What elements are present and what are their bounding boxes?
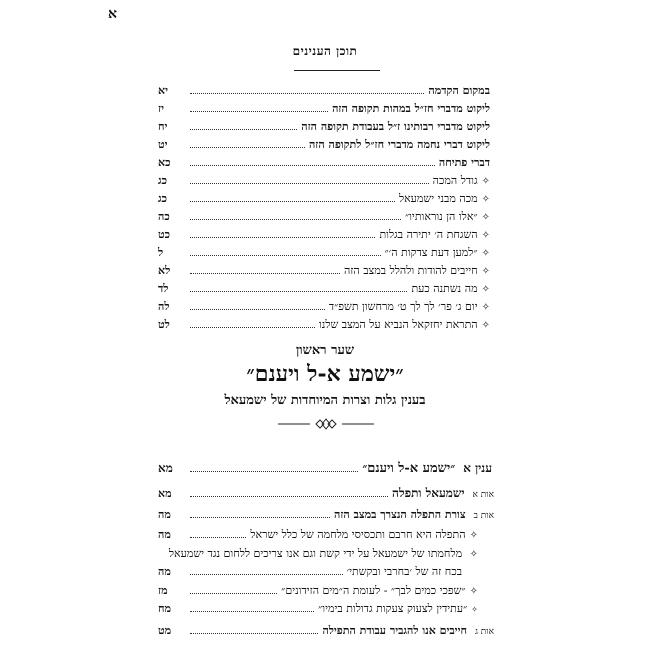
page-number: א bbox=[108, 6, 117, 22]
toc-title: תוכן הענינים bbox=[292, 44, 358, 58]
section-gate-title: שער ראשון bbox=[295, 343, 355, 358]
diamond-bullet-icon: ✧ bbox=[469, 549, 478, 560]
toc-entry-page: כא bbox=[158, 156, 171, 169]
toc-entry-text: ליקוט דברי נחמה מדברי חז״ל לתקופה הזה bbox=[308, 138, 490, 151]
leader-dots bbox=[190, 165, 435, 166]
leader-dots bbox=[190, 129, 297, 130]
toc-entry-page: לט bbox=[158, 318, 170, 331]
leader-dots bbox=[190, 517, 330, 518]
toc-entry-page: לה bbox=[158, 300, 170, 313]
toc-entry-text: במקום הקדמה bbox=[428, 84, 490, 97]
toc-entry-text: ליקוט מדברי רבותינו ז״ל בעבודת תקופה הזה bbox=[301, 120, 490, 133]
toc-entry-text: התראת יחזקאל הנביא על המצב שלנו bbox=[318, 318, 478, 331]
diamond-bullet-icon: ✧ bbox=[481, 194, 490, 205]
toc-entry[interactable] bbox=[158, 84, 490, 97]
section-subtitle: בענין גלות וצרות המיוחדות של ישמעאל bbox=[224, 393, 426, 408]
leader-dots bbox=[190, 255, 381, 256]
toc-entry-page: כג bbox=[158, 174, 168, 187]
ot-entry[interactable] bbox=[158, 624, 494, 637]
toc-entry-text: חייבים להודות ולהלל במצב הזה bbox=[344, 264, 478, 277]
sub-item-text: ״שפכי כמים לבך״ - לעומת ה״מים הזידונים״ bbox=[281, 584, 466, 597]
toc-entry-page: יט bbox=[158, 138, 168, 151]
toc-entry[interactable] bbox=[158, 120, 490, 133]
inyan-title: ״ישמע א-ל ויענם״ bbox=[362, 461, 456, 476]
toc-entry[interactable] bbox=[158, 174, 490, 187]
leader-dots bbox=[190, 633, 318, 634]
sub-item-page: מז bbox=[158, 584, 168, 597]
inyan-page: מא bbox=[158, 461, 173, 475]
sub-item-continuation[interactable] bbox=[158, 565, 462, 578]
ornament-divider-icon bbox=[276, 415, 376, 433]
toc-entry[interactable] bbox=[158, 318, 490, 331]
diamond-bullet-icon: ✧ bbox=[471, 605, 478, 614]
toc-entry[interactable] bbox=[158, 210, 490, 223]
toc-entry[interactable] bbox=[158, 102, 490, 115]
leader-dots bbox=[190, 183, 429, 184]
toc-entry-page: ל bbox=[158, 246, 164, 259]
sub-item-page: מה bbox=[158, 565, 171, 578]
toc-entry-page: יז bbox=[158, 102, 164, 115]
sub-item-text: התפלה היא חרבם ותכסיסי מלחמה של כלל ישראל bbox=[250, 528, 466, 541]
toc-entry-text: מכה מבני ישמעאל bbox=[398, 192, 478, 205]
toc-entry[interactable] bbox=[158, 156, 490, 169]
diamond-bullet-icon: ✧ bbox=[481, 284, 490, 295]
diamond-bullet-icon: ✧ bbox=[481, 266, 490, 277]
sub-item-continuation-text: בכח זה של ׳בחרבי ובקשתי׳ bbox=[346, 565, 462, 578]
diamond-bullet-icon: ✧ bbox=[481, 230, 490, 241]
leader-dots bbox=[190, 273, 340, 274]
toc-entry-text: דברי פתיחה bbox=[438, 156, 490, 169]
sub-item-page: מה bbox=[158, 528, 171, 541]
toc-entry-page: כט bbox=[158, 228, 171, 241]
diamond-bullet-icon: ✧ bbox=[481, 248, 490, 259]
toc-entry-page: כג bbox=[158, 192, 168, 205]
diamond-bullet-icon: ✧ bbox=[469, 530, 478, 541]
sub-item[interactable] bbox=[158, 602, 478, 615]
ot-entry-text: צורת התפלה הנצרך במצב הזה bbox=[334, 508, 466, 521]
title-underline bbox=[294, 70, 380, 71]
ot-entry[interactable] bbox=[158, 486, 494, 501]
toc-entry-text: ליקוט מדברי חז״ל במהות תקופה הזה bbox=[332, 102, 490, 115]
ot-entry-page: מה bbox=[158, 508, 171, 521]
toc-entry-page: יא bbox=[158, 84, 168, 97]
ot-entry-text: ישמעאל ותפלה bbox=[392, 486, 465, 500]
toc-entry-page: יח bbox=[158, 120, 168, 133]
leader-dots bbox=[190, 93, 424, 94]
sub-item-page: מח bbox=[158, 602, 172, 615]
leader-dots bbox=[190, 537, 246, 538]
toc-entry[interactable] bbox=[158, 300, 490, 313]
ot-label: אות ב bbox=[473, 511, 494, 521]
leader-dots bbox=[190, 237, 375, 238]
toc-entry[interactable] bbox=[158, 246, 490, 259]
sub-item[interactable] bbox=[158, 584, 478, 597]
toc-entry-page: לא bbox=[158, 264, 171, 277]
sub-item[interactable] bbox=[169, 547, 478, 560]
ot-entry-page: מט bbox=[158, 624, 172, 637]
leader-dots bbox=[190, 309, 325, 310]
inyan-entry[interactable] bbox=[158, 460, 492, 476]
toc-entry-page: כה bbox=[158, 210, 170, 223]
ot-label: אות ג bbox=[474, 627, 494, 637]
toc-entry-text: גודל המכה bbox=[432, 174, 478, 187]
sub-item-text: ״עתידין לצעוק צעקות גדולות בימיו״ bbox=[318, 602, 468, 615]
toc-entry[interactable] bbox=[158, 228, 490, 241]
leader-dots bbox=[190, 574, 343, 575]
inyan-label: ענין א bbox=[463, 461, 492, 475]
leader-dots bbox=[190, 327, 315, 328]
leader-dots bbox=[190, 611, 314, 612]
toc-entry-text: השגחת ה׳ יתירה בגלות bbox=[379, 228, 478, 241]
diamond-bullet-icon: ✧ bbox=[481, 302, 490, 313]
leader-dots bbox=[190, 593, 277, 594]
toc-entry-text: יום ג׳ פר׳ לך לך ט׳ מרחשון תשפ״ד bbox=[328, 300, 478, 313]
leader-dots bbox=[190, 471, 358, 472]
leader-dots bbox=[190, 201, 395, 202]
toc-entry-text: מה נשתנה כעת bbox=[411, 282, 478, 295]
leader-dots bbox=[190, 496, 388, 497]
leader-dots bbox=[190, 219, 401, 220]
toc-entry-text: ״למען דעת צדקות ה׳״ bbox=[384, 246, 478, 259]
diamond-bullet-icon: ✧ bbox=[481, 176, 490, 187]
leader-dots bbox=[190, 291, 407, 292]
toc-entry[interactable] bbox=[158, 264, 490, 277]
toc-entry-text: ״אלו הן נוראותיו״ bbox=[404, 210, 478, 223]
leader-dots bbox=[190, 111, 328, 112]
diamond-bullet-icon: ✧ bbox=[481, 320, 490, 331]
diamond-bullet-icon: ✧ bbox=[481, 212, 490, 223]
toc-entry[interactable] bbox=[158, 192, 490, 205]
ot-entry[interactable] bbox=[158, 508, 494, 521]
ot-label: אות א bbox=[472, 490, 494, 500]
toc-entry-page: לד bbox=[158, 282, 169, 295]
section-main-title: ״ישמע א-ל ויענם״ bbox=[246, 361, 404, 387]
sub-item-text: מלחמתו של ישמעאל על ידי קשת וגם אנו צריכים ללחום נגד ישמעאל bbox=[168, 547, 463, 560]
sub-item[interactable] bbox=[158, 528, 478, 541]
diamond-bullet-icon: ✧ bbox=[469, 586, 478, 597]
ot-entry-page: מא bbox=[158, 487, 172, 500]
ot-entry-text: חייבים אנו להגביר עבודת התפילה bbox=[322, 624, 467, 637]
toc-entry[interactable] bbox=[158, 138, 490, 151]
leader-dots bbox=[190, 147, 305, 148]
toc-entry[interactable] bbox=[158, 282, 490, 295]
